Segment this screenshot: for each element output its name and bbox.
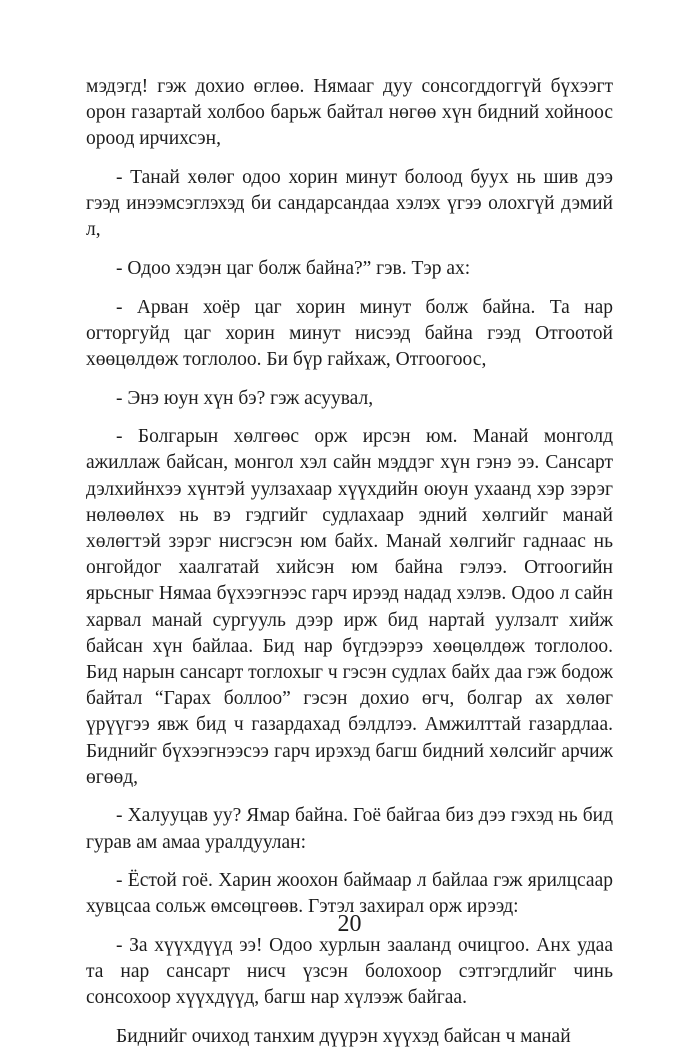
- paragraph: - Арван хоёр цаг хорин минут болж байна. Та нар огторгуйд цаг хорин минут нисээд байна гээд Отгоотой хөөцөлдөж тоглолоо. Би бүр гайхаж, Отгоогоос,: [86, 296, 613, 370]
- page-number: 20: [337, 911, 362, 937]
- paragraph: - За хүүхдүүд ээ! Одоо хурлын зааланд очицгоо. Анх удаа та нар сансарт нисч үзсэн болохоор сэтгэгдлийг чинь сонсохоор хүүхдүүд, багш нар хүлээж байгаа.: [86, 935, 613, 1009]
- paragraph: - Энэ юун хүн бэ? гэж асуувал,: [116, 387, 374, 409]
- paragraph: мэдэгд! гэж дохио өглөө. Нямааг дуу сонсогддоггүй бүхээгт орон газартай холбоо барьж байтал нөгөө хүн бидний хойноос ороод ирчихсэн,: [86, 76, 613, 150]
- paragraph: - Одоо хэдэн цаг болж байна?” гэв. Тэр ах:: [116, 258, 471, 279]
- paragraph: - Ёстой гоё. Харин жоохон баймаар л байлаа гэж ярилцсаар хувцсаа сольж өмсөцгөөв. Гэтэл захирал орж ирээд:: [86, 870, 613, 918]
- paragraph: Биднийг очиход танхим дүүрэн хүүхэд байсан ч манай: [116, 1026, 571, 1048]
- paragraph: - Танай хөлөг одоо хорин минут болоод буух нь шив дээ гээд инээмсэглэхэд би сандарсандаа хэлэх үгээ олохгүй дэмий л,: [86, 167, 613, 241]
- paragraph: - Халууцав уу? Ямар байна. Гоё байгаа биз дээ гэхэд нь бид гурав ам амаа уралдуулан:: [86, 805, 613, 853]
- paragraph: - Болгарын хөлгөөс орж ирсэн юм. Манай монголд ажиллаж байсан, монгол хэл сайн мэддэг хүн гэнэ ээ. Сансарт дэлхийнхээ хүнтэй уулзахаар хүүхдийн оюун ухаанд хэр зэрэг нөлөөлөх нь вэ гэдгийг судлахаар эдний хөлгийг манай хөлөгтэй зэрэг нисгэсэн юм байх. Манай хөлгийг гаднаас нь онгойдог хаалгатай хийсэн юм байна гэлээ. Отгоогийн ярьсныг Нямаа бүхээгнээс гарч ирээд надад хэлэв. Одоо л сайн харвал манай сургууль дээр ирж бид нартай уулзалт хийж байсан хүн байлаа. Бид нар бүгдээрээ хөөцөлдөж тоглолоо. Бид нарын сансарт тоглохыг ч гэсэн судлах байх даа гэж бодож байтал “Гарах боллоо” гэсэн дохио өгч, болгар ах хөлөг үрүүгээ явж бид ч газардахад бэлдлээ. Амжилттай газардлаа. Биднийг бүхээгнээсээ гарч ирэхэд багш бидний хөлсийг арчиж өгөөд,: [86, 426, 613, 788]
